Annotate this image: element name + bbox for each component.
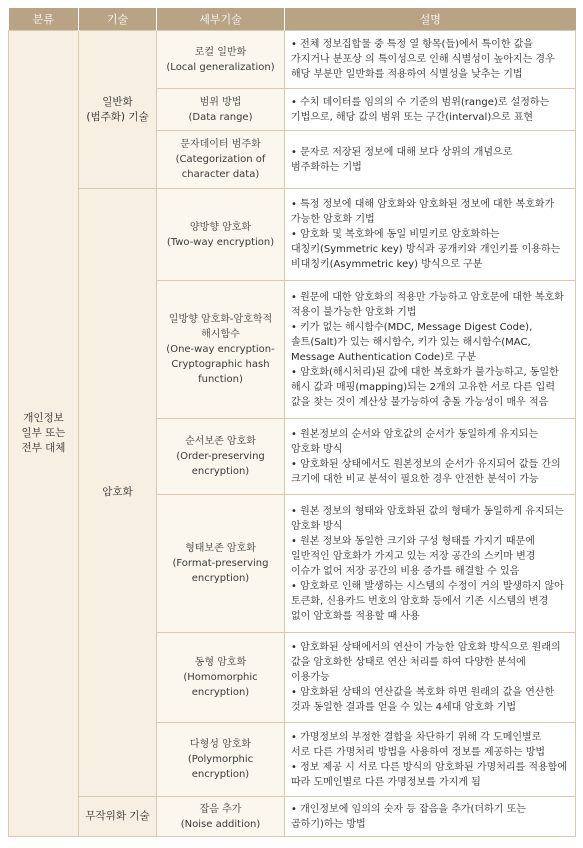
bullet-item [291,95,571,125]
text-line: 이용가능 [291,672,330,683]
text-line: (Homomorphic [183,672,258,683]
text-line: • 암호화된 상태에서도 원본정보의 순서가 유지되어 값들 간의 [291,458,561,470]
detail-homomorphic [157,633,285,723]
text-line: (범주화) 기술 [86,110,149,123]
text-line: encryption) [191,687,250,698]
text-line: (Two-way encryption) [166,236,275,248]
detail-data-range [157,89,285,131]
text-line: 전부 대체 [21,442,66,454]
text-line: • 정보 제공 시 서로 다른 방식의 암호화된 가명처리를 적용함에 [291,761,568,773]
text-line: 순서보존 암호화 [185,436,256,447]
text-line: • 암호화된 상태의 연산값을 복호화 하면 원래의 값을 연산한 [291,687,555,698]
text-line: (Noise addition) [180,818,261,830]
text-line: • 가명정보의 부정한 결합을 차단하기 위해 각 도메인별로 [291,731,542,743]
table-row [9,797,576,837]
text-line: 값을 찾는 것이 계산상 불가능하여 충돌 가능성이 매우 적음 [291,396,549,408]
description-cell [285,723,576,797]
text-line: • 암호화(해시처리)된 값에 대한 복호화가 불가능하고, 동일한 [291,366,559,378]
bullet-item [291,504,571,534]
bullet-item [291,730,571,760]
text-line: 일부 또는 [21,427,66,439]
text-line: • 원본 정보와 동일한 크기와 구성 형태를 가지기 때문에 [291,535,535,547]
text-line: 암호화 방식 [291,443,343,455]
text-line: 해시 값과 매핑(mapping)되는 2개의 고유한 서로 다른 입력 [291,381,555,393]
technique-randomization [79,797,157,837]
text-line: 해당 부분만 일반화를 적용하여 식별성을 낮추는 기법 [291,69,523,80]
text-line: 없이 암호화를 적용할 때 사용 [291,610,420,622]
technique-encryption [79,189,157,797]
techniques-table [8,8,576,837]
text-line: Message Authentication Code)로 구분 [291,351,477,363]
text-line: • 암호화 및 복호화에 동일 비밀키로 암호화하는 [291,229,500,240]
bullet-item [291,145,571,175]
text-line: • 전체 정보집합물 중 특정 열 항목(들)에서 특이한 값을 [291,39,533,50]
text-line: • 원본정보의 순서와 암호값의 순서가 동일하게 유지되는 [291,428,539,440]
bullet-item [291,427,571,457]
category-cell [9,31,79,837]
text-line: 형태보존 암호화 [185,543,256,554]
text-line: 암호화 [102,486,133,498]
text-line: 대칭키(Symmetric key) 방식과 공개키와 개인키를 이용하는 [291,244,561,255]
text-line: character data) [181,169,260,180]
text-line: 로컬 일반화 [194,46,247,58]
detail-two-way-encryption [157,189,285,281]
text-line: 따라 도메인별로 다른 가명정보를 가지게 됨 [291,776,481,788]
text-line: • 원문에 대한 암호화의 적용만 가능하고 암호문에 대한 복호화 [291,291,564,303]
text-line: • 원본 정보의 형태와 암호화된 값의 형태가 동일하게 유지되는 [291,505,564,517]
bullet-item [291,802,571,832]
bullet-item [291,579,571,624]
description-cell [285,189,576,281]
detail-order-preserving [157,419,285,495]
text-line: (Data range) [188,111,253,123]
text-line: Cryptographic hash [171,359,270,370]
header-technique: 기술 [79,8,157,31]
text-line: 다형성 암호화 [189,739,252,750]
detail-format-preserving [157,495,285,633]
text-line: 것과 동일한 결과를 얻을 수 있는 4세대 암호화 기법 [291,702,516,713]
text-line: function) [198,374,243,385]
text-line: 일반화 [102,95,133,108]
table-row [9,189,576,281]
description-cell [285,131,576,189]
detail-local-generalization [157,31,285,89]
header-category: 분류 [9,8,79,31]
bullet-item [291,760,571,790]
text-line: (One-way encryption- [166,344,275,355]
description-cell [285,89,576,131]
text-line: encryption) [191,466,250,477]
text-line: 양방향 암호화 [189,221,252,233]
text-line: 크기에 대한 비교 분석이 필요한 경우 안전한 분석이 가능 [291,473,539,485]
bullet-item [291,457,571,487]
text-line: 가능한 암호화 기법 [291,214,375,225]
text-line: 암호화 방식 [291,520,343,532]
technique-generalization [79,31,157,189]
bullet-item [291,290,571,320]
text-line: 곱하기)하는 방법 [291,818,366,830]
detail-one-way-encryption [157,281,285,419]
description-cell [285,31,576,89]
text-line: 범주화하는 기법 [291,161,362,173]
text-line: 가지거나 분포상 의 특이성으로 인해 식별성이 높아지는 경우 [291,54,555,65]
text-line: • 문자로 저장된 정보에 대해 보다 상위의 개념으로 [291,146,513,158]
text-line: 일반적인 암호화가 가지고 있는 저장 공간의 스키마 변경 [291,550,536,562]
text-line: encryption) [191,769,250,780]
bullet-item [291,320,571,365]
header-detail: 세부기술 [157,8,285,31]
text-line: 솔트(Salt)가 있는 해시함수, 키가 있는 해시함수(MAC, [291,336,531,348]
text-line: • 특정 정보에 대해 암호화와 암호화된 정보에 대한 복호화가 [291,199,555,210]
detail-polymorphic [157,723,285,797]
bullet-item [291,37,571,82]
bullet-item [291,197,571,227]
text-line: 비대칭키(Asymmetric key) 방식으로 구분 [291,259,483,270]
header-description: 설명 [285,8,576,31]
header-row [9,8,576,31]
text-line: 토큰화, 신용카드 번호의 암호화 등에서 기존 시스템의 변경 [291,595,549,607]
text-line: 동형 암호화 [194,657,247,668]
bullet-item [291,365,571,410]
bullet-item [291,685,571,715]
text-line: • 수치 데이터를 임의의 수 기준의 범위(range)로 설정하는 [291,96,550,108]
text-line: (Order-preserving [176,451,265,462]
text-line: • 키가 없는 해시함수(MDC, Message Digest Code), [291,321,533,333]
text-line: • 개인정보에 임의의 숫자 등 잡음을 추가(더하기 또는 [291,803,526,815]
bullet-item [291,534,571,579]
text-line: 문자데이터 범주화 [180,139,261,150]
detail-noise-addition [157,797,285,837]
text-line: 해시함수 [201,329,240,340]
text-line: 잡음 추가 [199,803,242,815]
text-line: • 암호화로 인해 발생하는 시스템의 수정이 거의 발생하지 않아 [291,580,564,592]
text-line: 범위 방법 [199,96,242,108]
text-line: 값을 암호화한 상태로 연산 처리를 하여 다양한 분석에 [291,657,526,668]
description-cell [285,495,576,633]
text-line: (Local generalization) [166,61,275,73]
description-cell [285,281,576,419]
text-line: • 암호화된 상태에서의 연산이 가능한 암호화 방식으로 원래의 [291,642,561,653]
text-line: (Categorization of [175,154,266,165]
text-line: 이슈가 없어 저장 공간의 비용 증가를 해결할 수 있음 [291,565,520,577]
description-cell [285,797,576,837]
text-line: encryption) [191,573,250,584]
text-line: 적용이 불가능한 암호화 기법 [291,306,417,318]
text-line: 서로 다른 가명처리 방법을 사용하여 정보를 제공하는 방법 [291,746,546,758]
bullet-item [291,640,571,685]
detail-character-categorization [157,131,285,189]
description-cell [285,633,576,723]
text-line: (Format-preserving [172,558,269,569]
text-line: 개인정보 [23,412,64,424]
text-line: 기법으로, 해당 값의 범위 또는 구간(interval)으로 표현 [291,111,534,123]
text-line: 일방향 암호화-암호학적 [168,314,273,325]
description-cell [285,419,576,495]
table-row [9,31,576,89]
bullet-item [291,227,571,272]
text-line: 무작위화 기술 [85,810,150,822]
text-line: (Polymorphic [187,754,254,765]
